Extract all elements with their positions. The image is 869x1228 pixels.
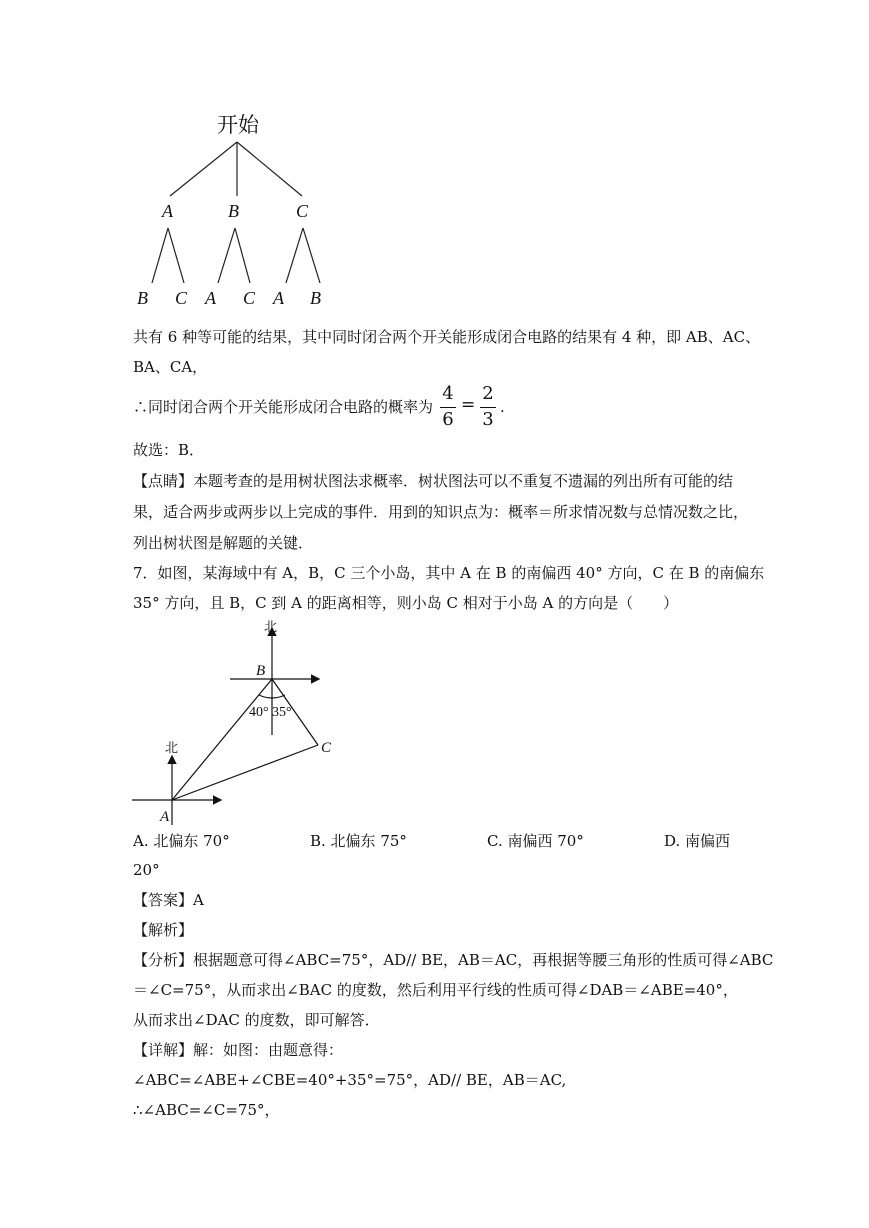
question-line: 7．如图，某海域中有 A，B，C 三个小岛，其中 A 在 B 的南偏西 40° 方向，C 在 B 的南偏东 <box>133 564 765 582</box>
angle-40-label: 40° <box>249 705 269 720</box>
tree-l2-4: C <box>243 288 256 308</box>
tree-diagram <box>120 100 360 315</box>
tree-l2-1: B <box>137 288 148 308</box>
question-line: 35° 方向，且 B，C 到 A 的距离相等，则小岛 C 相对于小岛 A 的方向是（ ） <box>133 594 679 612</box>
equals-sign: = <box>461 395 476 415</box>
paragraph-line: 果，适合两步或两步以上完成的事件．用到的知识点为：概率＝所求情况数与总情况数之比， <box>133 503 749 521</box>
tree-l1-c: C <box>296 201 309 221</box>
detail-line: ∴∠ABC=∠C=75°， <box>133 1101 280 1119</box>
tree-root: 开始 <box>217 113 259 137</box>
paragraph-line: BA、CA， <box>133 358 208 376</box>
option-d-continued: 20° <box>133 861 160 879</box>
detail-line: ∠ABC=∠ABE+∠CBE=40°+35°=75°，AD// BE，AB＝AC, <box>133 1071 567 1089</box>
analysis-heading: 【解析】 <box>133 921 194 939</box>
tree-l2-6: B <box>310 288 321 308</box>
point-b-label: B <box>256 663 266 679</box>
point-c-label: C <box>321 740 332 756</box>
paragraph-line: 故选：B． <box>133 441 205 459</box>
tree-l2-5: A <box>273 288 284 308</box>
option-d: D. 南偏西 <box>664 832 731 850</box>
option-a: A. 北偏东 70° <box>133 832 230 850</box>
fraction-bar <box>480 407 496 408</box>
option-b: B. 北偏东 75° <box>310 832 407 850</box>
paragraph-line: 【点睛】本题考查的是用树状图法求概率．树状图法可以不重复不遗漏的列出所有可能的结 <box>133 472 734 490</box>
tree-l1-a: A <box>162 201 173 221</box>
detail-line: 【详解】解：如图：由题意得： <box>133 1041 344 1059</box>
analysis-line: ＝∠C=75°，从而求出∠BAC 的度数，然后利用平行线的性质可得∠DAB＝∠ABE=40°， <box>133 981 738 999</box>
fraction-numerator: 2 <box>482 383 494 404</box>
paragraph-line: 列出树状图是解题的关键． <box>133 534 314 552</box>
fraction-bar <box>440 407 456 408</box>
tree-l2-3: A <box>205 288 216 308</box>
fraction-numerator: 4 <box>442 383 454 404</box>
tree-l1-b: B <box>228 201 239 221</box>
angle-35-label: 35° <box>272 705 292 720</box>
period: . <box>500 398 505 416</box>
direction-figure <box>120 615 360 830</box>
analysis-line: 从而求出∠DAC 的度数，即可解答． <box>133 1011 380 1029</box>
north-label-b: 北 <box>264 620 278 635</box>
fraction-denominator: 6 <box>442 409 454 430</box>
analysis-line: 【分析】根据题意可得∠ABC=75°，AD// BE，AB＝AC，再根据等腰三角形的性质可得∠ABC <box>133 951 774 969</box>
point-a-label: A <box>160 809 170 825</box>
paragraph-line: 共有 6 种等可能的结果，其中同时闭合两个开关能形成闭合电路的结果有 4 种，即 AB、AC、 <box>133 328 761 346</box>
option-c: C. 南偏西 70° <box>487 832 584 850</box>
answer-line: 【答案】A <box>133 891 204 909</box>
north-label-a: 北 <box>165 741 179 756</box>
probability-line: ∴同时闭合两个开关能形成闭合电路的概率为 <box>133 398 434 416</box>
tree-l2-2: C <box>175 288 188 308</box>
fraction-denominator: 3 <box>482 409 494 430</box>
